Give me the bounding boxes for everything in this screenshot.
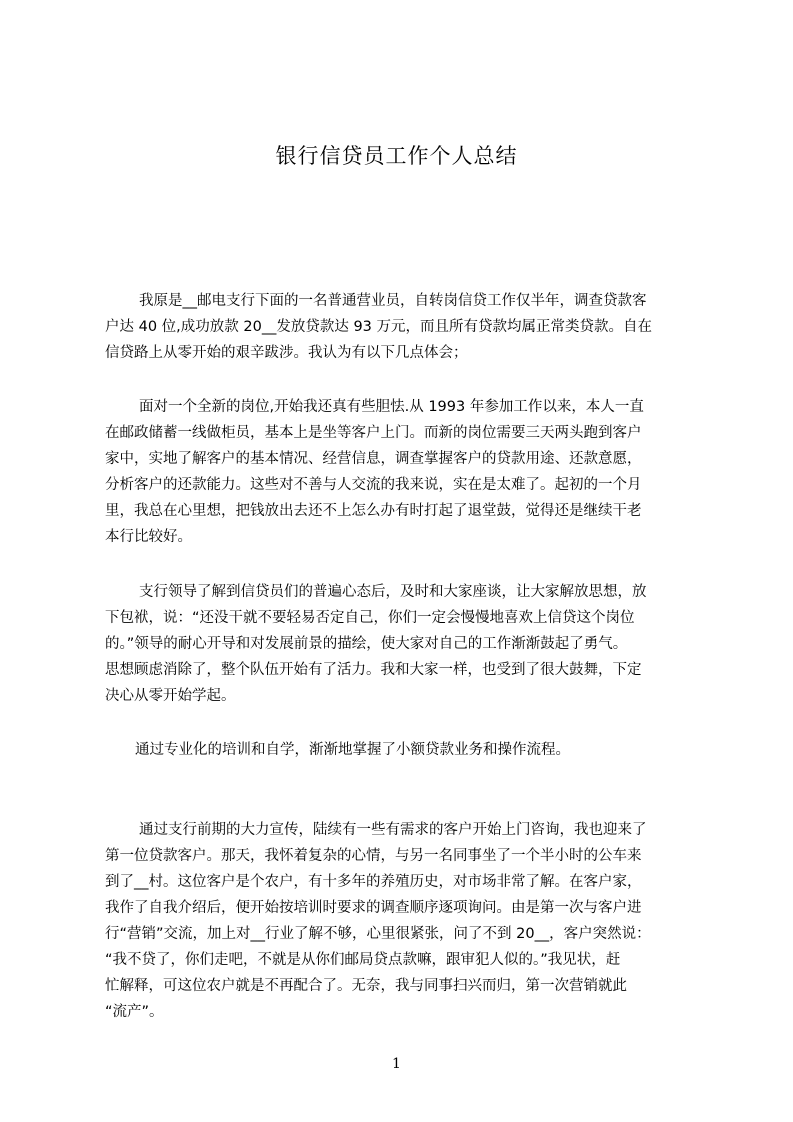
paragraph-line: “我不贷了，你们走吧，不就是从你们邮局贷点款嘛，跟审犯人似的。”我见状，赶 [105, 952, 621, 968]
paragraph-line: 户达 40 位,成功放款 20__发放贷款达 93 万元，而且所有贷款均属正常类贷款。自在 [105, 319, 653, 335]
paragraph-line: 信贷路上从零开始的艰辛跋涉。我认为有以下几点体会； [105, 345, 468, 361]
paragraph-line: 下包袱，说：“还没干就不要轻易否定自己，你们一定会慢慢地喜欢上信贷这个岗位 [105, 610, 635, 626]
page-number: 1 [392, 1056, 401, 1072]
paragraph-line: 的。”领导的耐心开导和对发展前景的描绘，使大家对自己的工作渐渐鼓起了勇气。 [105, 636, 628, 652]
paragraph-3 [105, 579, 705, 709]
paragraph-1 [105, 288, 705, 366]
paragraph-line: 我原是__邮电支行下面的一名普通营业员，自转岗信贷工作仅半年，调查贷款客 [139, 293, 647, 309]
paragraph-line: 本行比较好。 [105, 529, 192, 545]
paragraph-line: 决心从零开始学起。 [105, 688, 236, 704]
paragraph-5 [105, 817, 705, 1025]
document-title: 银行信贷员工作个人总结 [275, 144, 518, 168]
paragraph-line: 分析客户的还款能力。这些对不善与人交流的我来说，实在是太难了。起初的一个月 [105, 477, 642, 493]
paragraph-line: 里，我总在心里想，把钱放出去还不上怎么办有时打起了退堂鼓，觉得还是继续干老 [105, 503, 642, 519]
paragraph-line: 行“营销”交流，加上对__行业了解不够，心里很紧张，问了不到 20__，客户突然说： [105, 926, 651, 942]
paragraph-line: 通过支行前期的大力宣传，陆续有一些有需求的客户开始上门咨询，我也迎来了 [139, 822, 647, 838]
paragraph-line: 在邮政储蓄一线做柜员，基本上是坐等客户上门。而新的岗位需要三天两头跑到客户 [105, 425, 642, 441]
paragraph-line: 通过专业化的培训和自学，渐渐地掌握了小额贷款业务和操作流程。 [135, 742, 570, 758]
paragraph-2 [105, 394, 705, 550]
paragraph-line: 我作了自我介绍后，便开始按培训时要求的调查顺序逐项询问。由是第一次与客户进 [105, 900, 642, 916]
paragraph-line: 家中，实地了解客户的基本情况、经营信息，调查掌握客户的贷款用途、还款意愿， [105, 451, 642, 467]
paragraph-line: 思想顾虑消除了，整个队伍开始有了活力。我和大家一样，也受到了很大鼓舞，下定 [105, 662, 642, 678]
paragraph-line: 到了__村。这位客户是个农户，有十多年的养殖历史，对市场非常了解。在客户家， [105, 874, 642, 890]
paragraph-line: 忙解释，可这位农户就是不再配合了。无奈，我与同事扫兴而归，第一次营销就此 [105, 978, 627, 994]
paragraph-4 [105, 737, 705, 763]
paragraph-line: 第一位贷款客户。那天，我怀着复杂的心情，与另一名同事坐了一个半小时的公车来 [105, 848, 642, 864]
paragraph-line: “流产”。 [105, 1004, 164, 1020]
paragraph-line: 面对一个全新的岗位,开始我还真有些胆怯.从 1993 年参加工作以来，本人一直 [139, 399, 644, 415]
paragraph-line: 支行领导了解到信贷员们的普遍心态后，及时和大家座谈，让大家解放思想，放 [139, 584, 647, 600]
